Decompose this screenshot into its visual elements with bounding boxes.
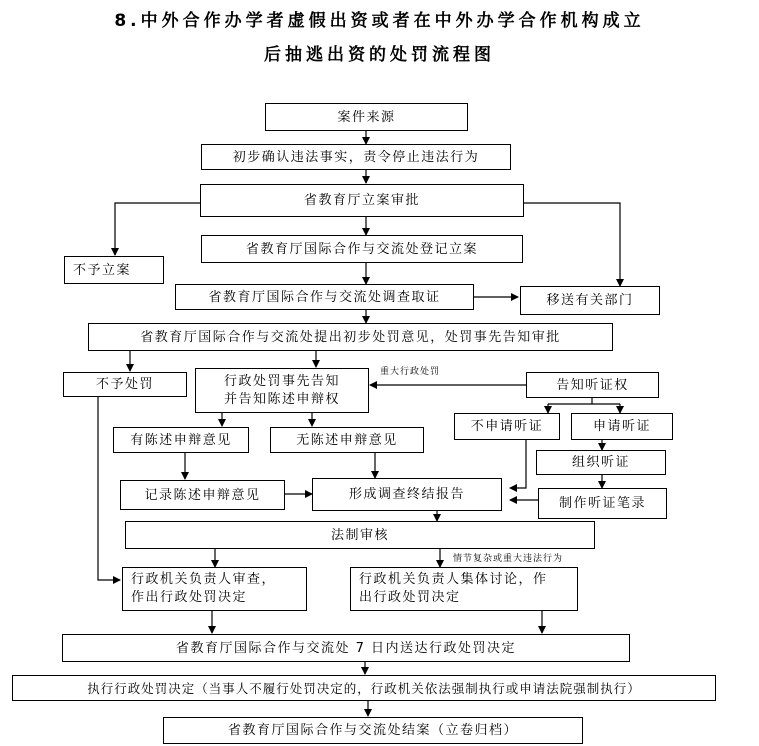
node-register-case: 省教育厅国际合作与交流处登记立案: [201, 235, 523, 263]
title-line-2: 后抽逃出资的处罚流程图: [264, 45, 495, 65]
title-line-1: 8.中外合作办学者虚假出资或者在中外办学合作机构成立: [114, 11, 645, 31]
note-complex-violation: 情节复杂或重大违法行为: [453, 554, 564, 564]
node-no-hearing-request: 不申请听证: [454, 413, 560, 440]
node-head-review: 行政机关负责人审查， 作出行政处罚决定: [122, 567, 307, 611]
node-case-source: 案件来源: [265, 103, 468, 131]
node-no-statement: 无陈述申辩意见: [270, 427, 424, 453]
node-no-penalty: 不予处罚: [63, 372, 187, 397]
node-preliminary-opinion: 省教育厅国际合作与交流处提出初步处罚意见，处罚事先告知审批: [88, 323, 613, 351]
node-deliver-decision: 省教育厅国际合作与交流处 7 日内送达行政处罚决定: [62, 634, 630, 662]
node-execute-decision: 执行行政处罚决定（当事人不履行处罚决定的，行政机关依法强制执行或申请法院强制执行）: [12, 675, 716, 701]
node-confirm-violation: 初步确认违法事实，责令停止违法行为: [201, 144, 511, 170]
node-prior-notice: 行政处罚事先告知 并告知陈述申辩权: [195, 368, 369, 413]
node-close-case: 省教育厅国际合作与交流处结案（立卷归档）: [163, 717, 583, 744]
node-has-statement: 有陈述申辩意见: [113, 427, 249, 453]
arrow-nopenalty-review: [98, 397, 120, 580]
node-investigate: 省教育厅国际合作与交流处调查取证: [175, 284, 474, 310]
node-legal-review: 法制审核: [125, 521, 595, 549]
arrow-nohearing-report: [510, 440, 526, 488]
node-hearing-notice: 告知听证权: [526, 372, 659, 398]
arrow-approve-nocase: [115, 203, 200, 255]
node-case-approval: 省教育厅立案审批: [200, 184, 524, 217]
node-transfer: 移送有关部门: [520, 286, 660, 315]
node-record-statement: 记录陈述申辩意见: [120, 480, 285, 510]
node-hearing-request: 申请听证: [571, 413, 673, 440]
node-collective-discussion: 行政机关负责人集体讨论，作 出行政处罚决定: [350, 567, 578, 611]
node-no-case: 不予立案: [64, 256, 164, 284]
arrow-approve-transfer: [524, 203, 620, 286]
node-hearing-transcript: 制作听证笔录: [538, 488, 667, 519]
node-investigation-report: 形成调查终结报告: [312, 478, 502, 511]
note-major-penalty: 重大行政处罚: [380, 367, 441, 377]
node-organize-hearing: 组织听证: [536, 450, 666, 475]
